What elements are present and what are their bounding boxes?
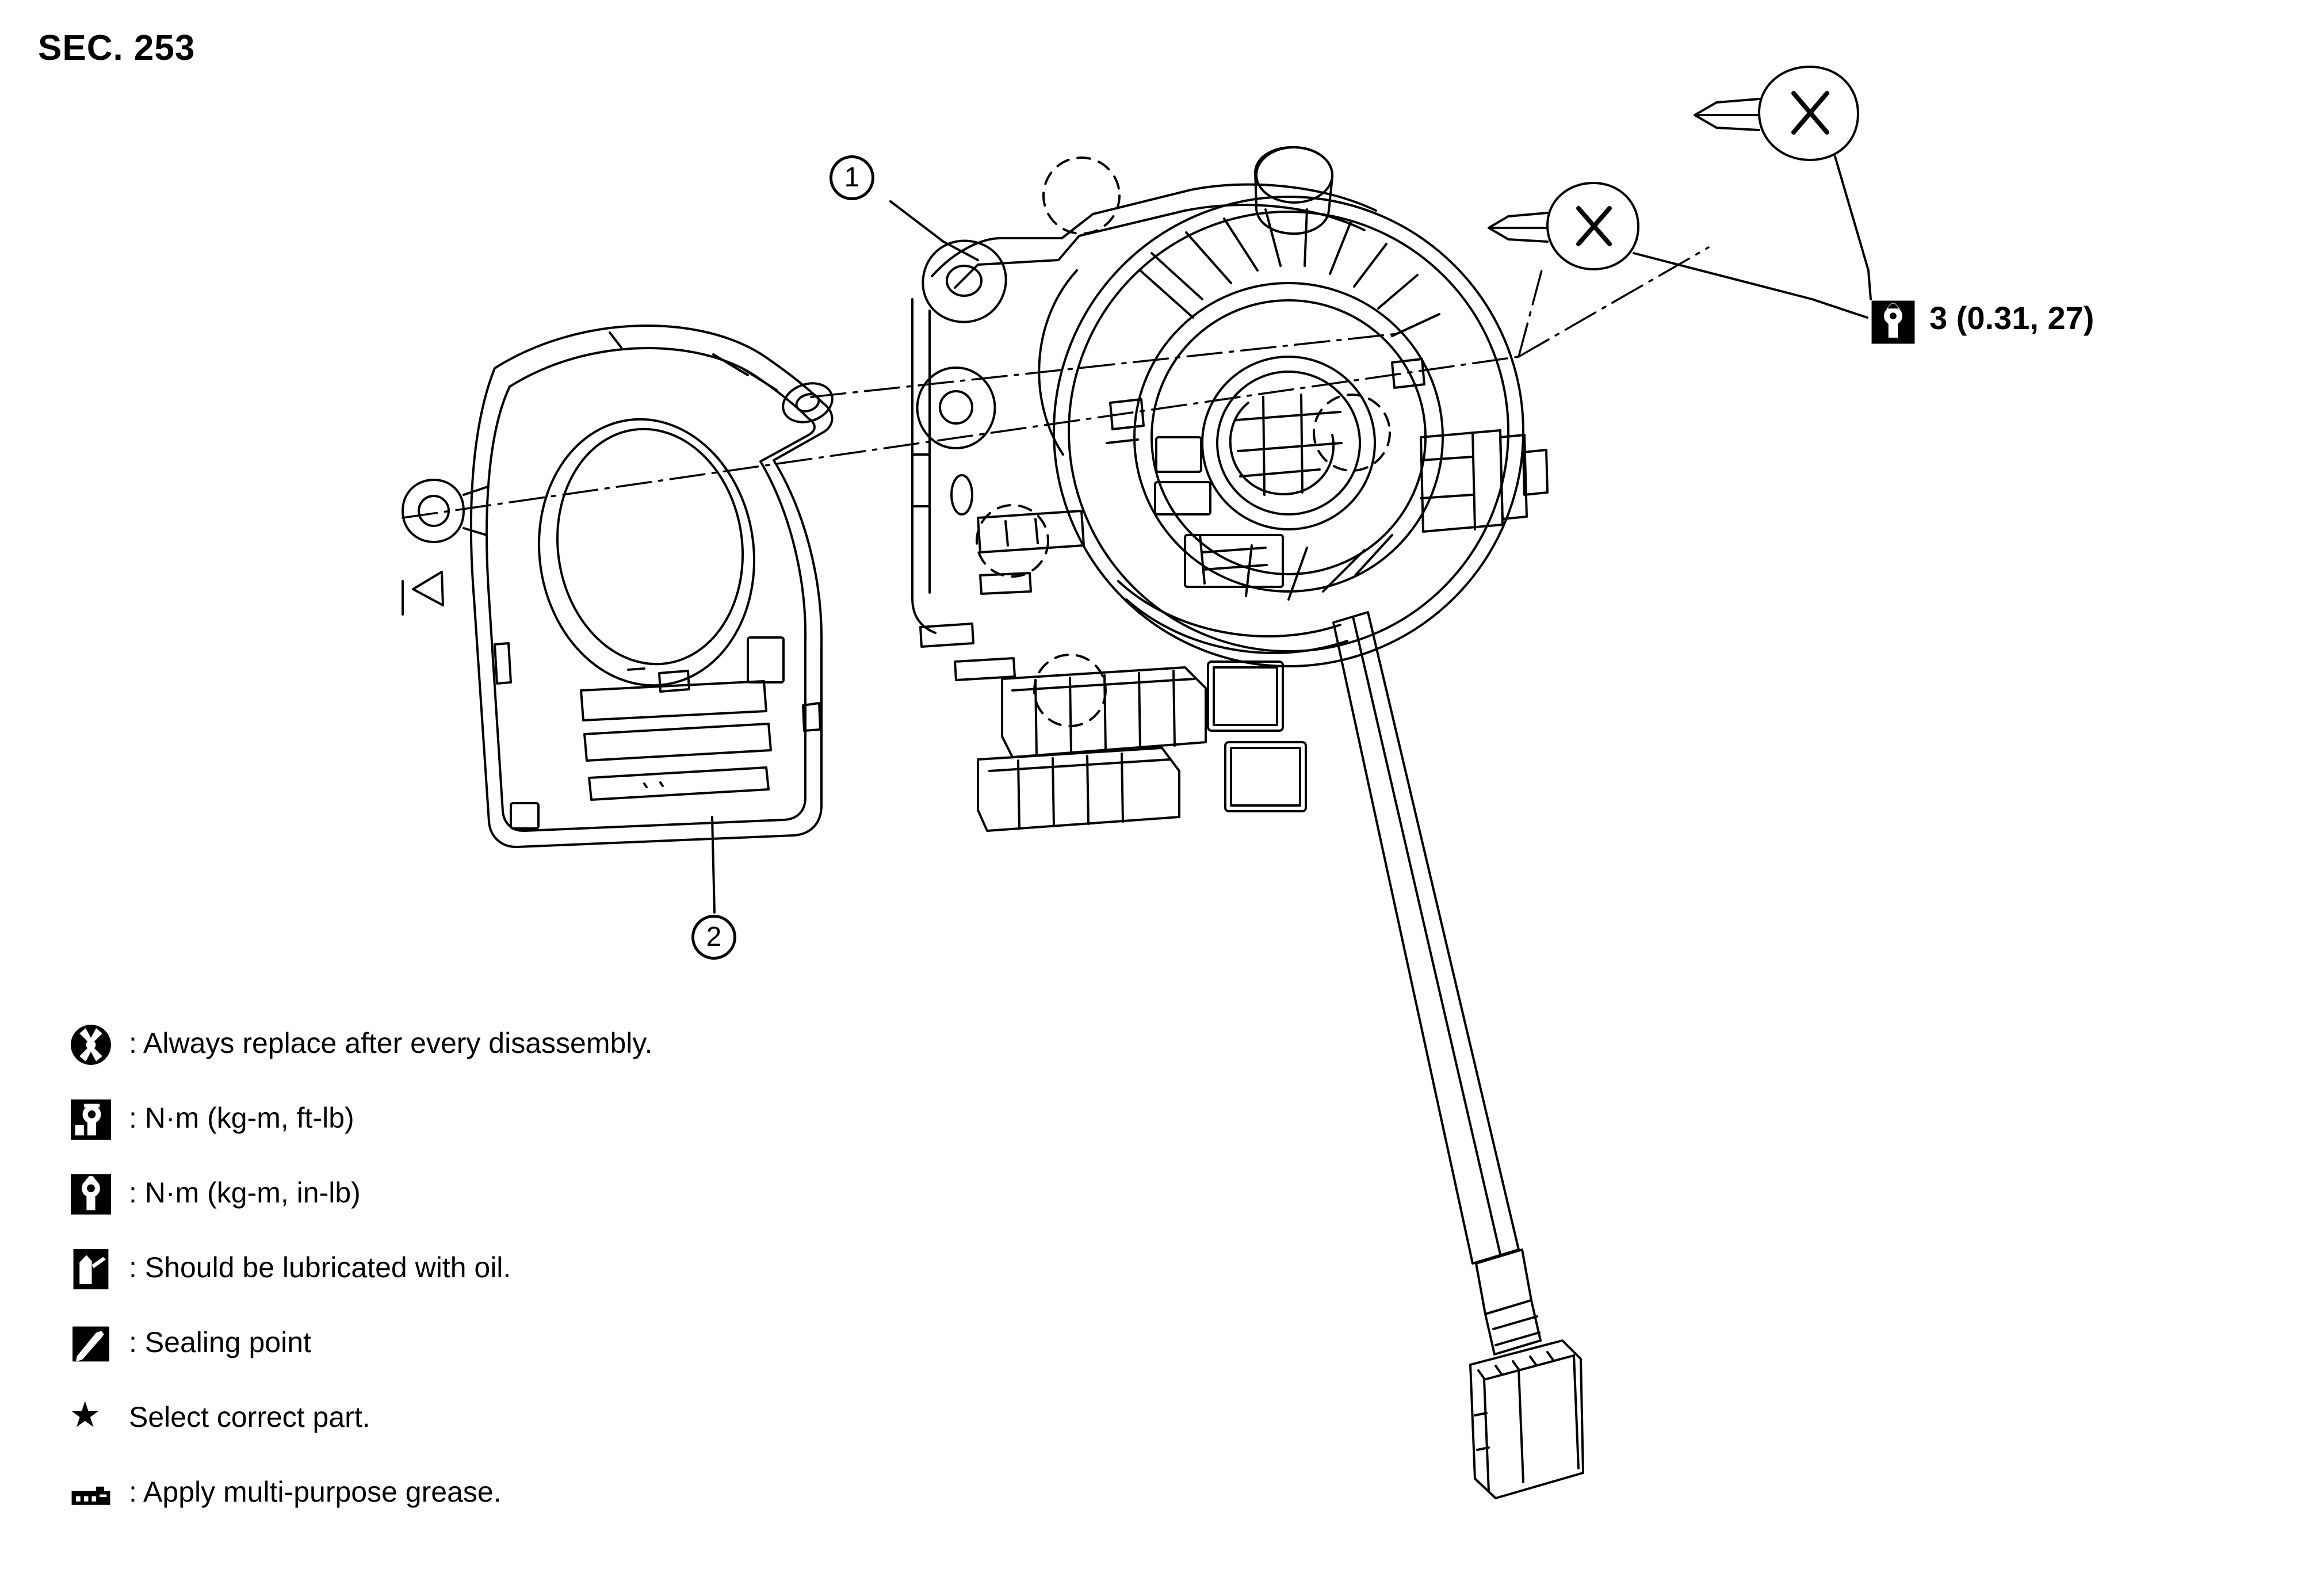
legend-item-text <box>129 1326 311 1359</box>
legend-item-always-replace <box>69 1018 932 1093</box>
legend-item-text <box>129 1475 502 1509</box>
legend-label: Sealing point <box>144 1326 311 1358</box>
legend-label: N·m (kg-m, ft-lb) <box>144 1102 354 1134</box>
legend-separator: : <box>129 1326 137 1358</box>
torque-spec-value: 3 (0.31, 27) <box>1929 300 2094 336</box>
screw-leader-lines <box>1634 156 1871 318</box>
callout-1: 1 <box>830 155 874 200</box>
legend-label: Should be lubricated with oil. <box>144 1251 511 1284</box>
callout-2: 2 <box>691 915 736 960</box>
legend-label: Apply multi-purpose grease. <box>143 1476 502 1508</box>
legend-item-text <box>129 1026 653 1060</box>
legend-item-oil <box>69 1243 932 1318</box>
star-icon: ★ <box>69 1395 101 1435</box>
torque-ft-lb-icon <box>69 1098 113 1141</box>
legend-label: N·m (kg-m, in-lb) <box>144 1177 361 1209</box>
alignment-axis <box>403 247 1708 518</box>
torque-in-lb-icon <box>69 1173 113 1216</box>
legend-item-text <box>129 1101 354 1135</box>
legend-item-text <box>129 1176 361 1209</box>
legend-separator: : <box>129 1102 137 1134</box>
legend-item-text <box>129 1251 511 1284</box>
oil-lubricate-icon <box>69 1247 113 1291</box>
page-title: SEC. 253 <box>38 28 196 68</box>
legend-separator: : <box>129 1251 137 1284</box>
part-steering-angle-sensor <box>403 326 838 847</box>
callout-leader-lines <box>712 201 978 912</box>
legend-label: Always replace after every disassembly. <box>143 1027 653 1059</box>
torque-spec-label <box>1862 299 2094 337</box>
legend-separator: : <box>129 1177 137 1209</box>
legend <box>69 1018 932 1542</box>
sealing-point-icon <box>69 1322 113 1366</box>
grease-icon <box>69 1472 113 1515</box>
legend-item-text <box>129 1400 370 1434</box>
legend-label: Select correct part. <box>129 1401 370 1433</box>
legend-item-select-correct-part <box>69 1392 932 1467</box>
legend-separator: : <box>129 1027 137 1059</box>
legend-item-sealing-point <box>69 1318 932 1392</box>
part-mounting-screw-upper <box>1695 67 1858 160</box>
legend-item-torque-in-lb <box>69 1168 932 1243</box>
legend-item-grease <box>69 1467 932 1542</box>
always-replace-icon <box>69 1023 113 1067</box>
legend-item-torque-ft-lb <box>69 1093 932 1168</box>
legend-separator: : <box>129 1476 137 1508</box>
part-mounting-screw-lower <box>1489 183 1638 269</box>
